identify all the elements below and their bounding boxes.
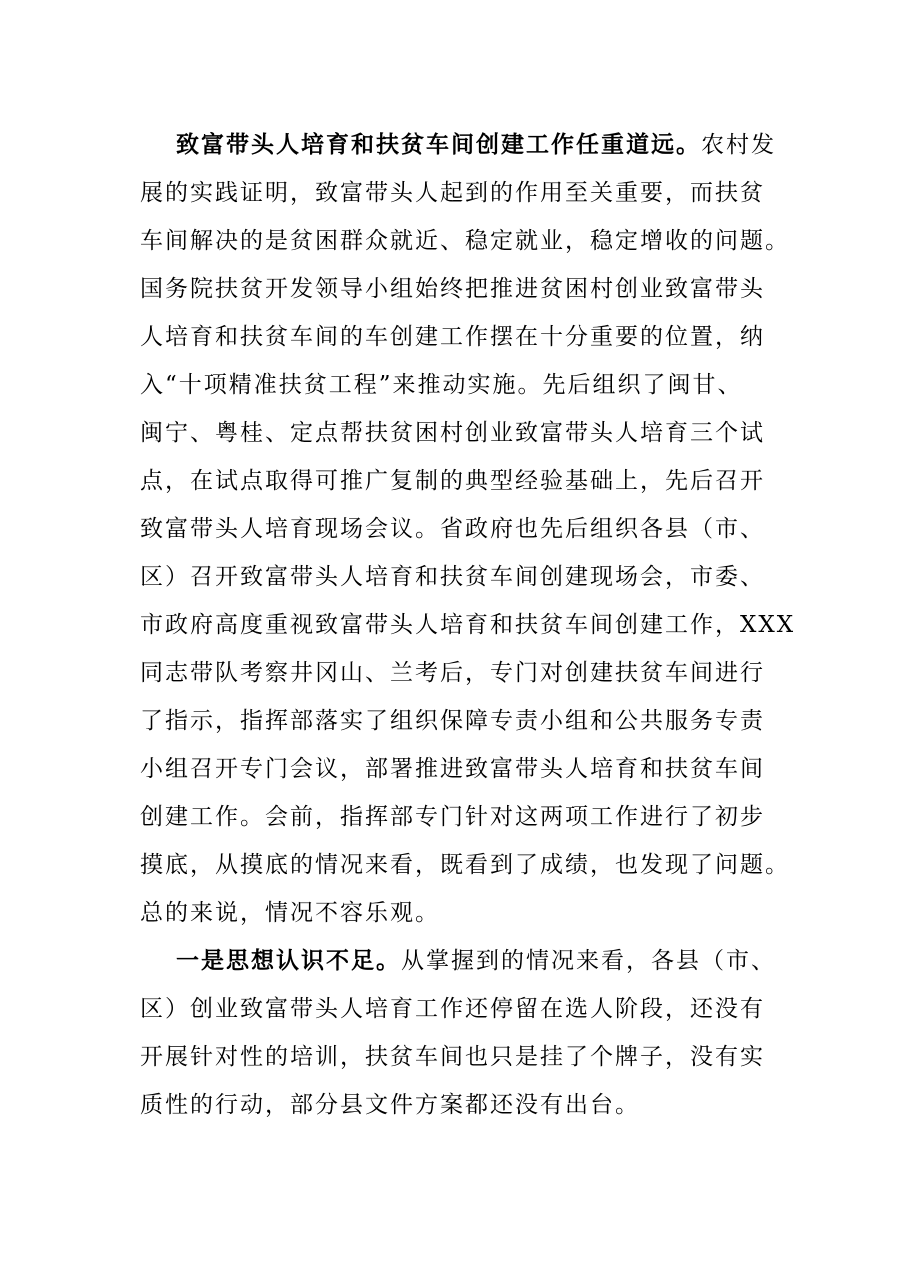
paragraph-2-line-4: 质性的行动，部分县文件方案都还没有出台。 — [140, 1092, 640, 1118]
paragraph-2-line-2: 区）创业致富带头人培育工作还停留在选人阶段，还没有 — [140, 996, 765, 1022]
paragraph-1-text: 农村发 — [701, 132, 776, 158]
paragraph-1-line-16: 摸底，从摸底的情况来看，既看到了成绩，也发现了问题。 — [140, 852, 790, 878]
paragraph-1-line-10: 区）召开致富带头人培育和扶贫车间创建现场会，市委、 — [140, 564, 765, 590]
paragraph-1-line-8: 点，在试点取得可推广复制的典型经验基础上，先后召开 — [140, 468, 765, 494]
paragraph-1-line-15: 创建工作。会前，指挥部专门针对这两项工作进行了初步 — [140, 804, 765, 830]
paragraph-1-line-14: 小组召开专门会议，部署推进致富带头人培育和扶贫车间 — [140, 756, 765, 782]
paragraph-1-line-13: 了指示，指挥部落实了组织保障专责小组和公共服务专责 — [140, 708, 765, 734]
paragraph-2-line-3: 开展针对性的培训，扶贫车间也只是挂了个牌子，没有实 — [140, 1044, 765, 1070]
paragraph-1-line-6: 入“十项精准扶贫工程”来推动实施。先后组织了闽甘、 — [140, 372, 743, 398]
paragraph-1-line-3: 车间解决的是贫困群众就近、稳定就业，稳定增收的问题。 — [140, 228, 790, 254]
paragraph-2-line-1 — [176, 941, 816, 981]
paragraph-1-line-1 — [176, 125, 816, 165]
paragraph-1-line-11: 市政府高度重视致富带头人培育和扶贫车间创建工作，XXX — [140, 612, 796, 638]
paragraph-1-heading: 致富带头人培育和扶贫车间创建工作任重道远。 — [176, 131, 701, 158]
paragraph-1-line-9: 致富带头人培育现场会议。省政府也先后组织各县（市、 — [140, 516, 765, 542]
paragraph-1-line-4: 国务院扶贫开发领导小组始终把推进贫困村创业致富带头 — [140, 276, 765, 302]
paragraph-1-line-2: 展的实践证明，致富带头人起到的作用至关重要，而扶贫 — [140, 180, 765, 206]
paragraph-2-heading: 一是思想认识不足。 — [176, 947, 401, 974]
paragraph-1-line-5: 人培育和扶贫车间的车创建工作摆在十分重要的位置，纳 — [140, 324, 765, 350]
paragraph-1-line-7: 闽宁、粤桂、定点帮扶贫困村创业致富带头人培育三个试 — [140, 420, 765, 446]
paragraph-1-line-12: 同志带队考察井冈山、兰考后，专门对创建扶贫车间进行 — [140, 660, 765, 686]
paragraph-2-text: 从掌握到的情况来看，各县（市、 — [401, 948, 776, 974]
paragraph-1-line-17: 总的来说，情况不容乐观。 — [140, 900, 440, 926]
